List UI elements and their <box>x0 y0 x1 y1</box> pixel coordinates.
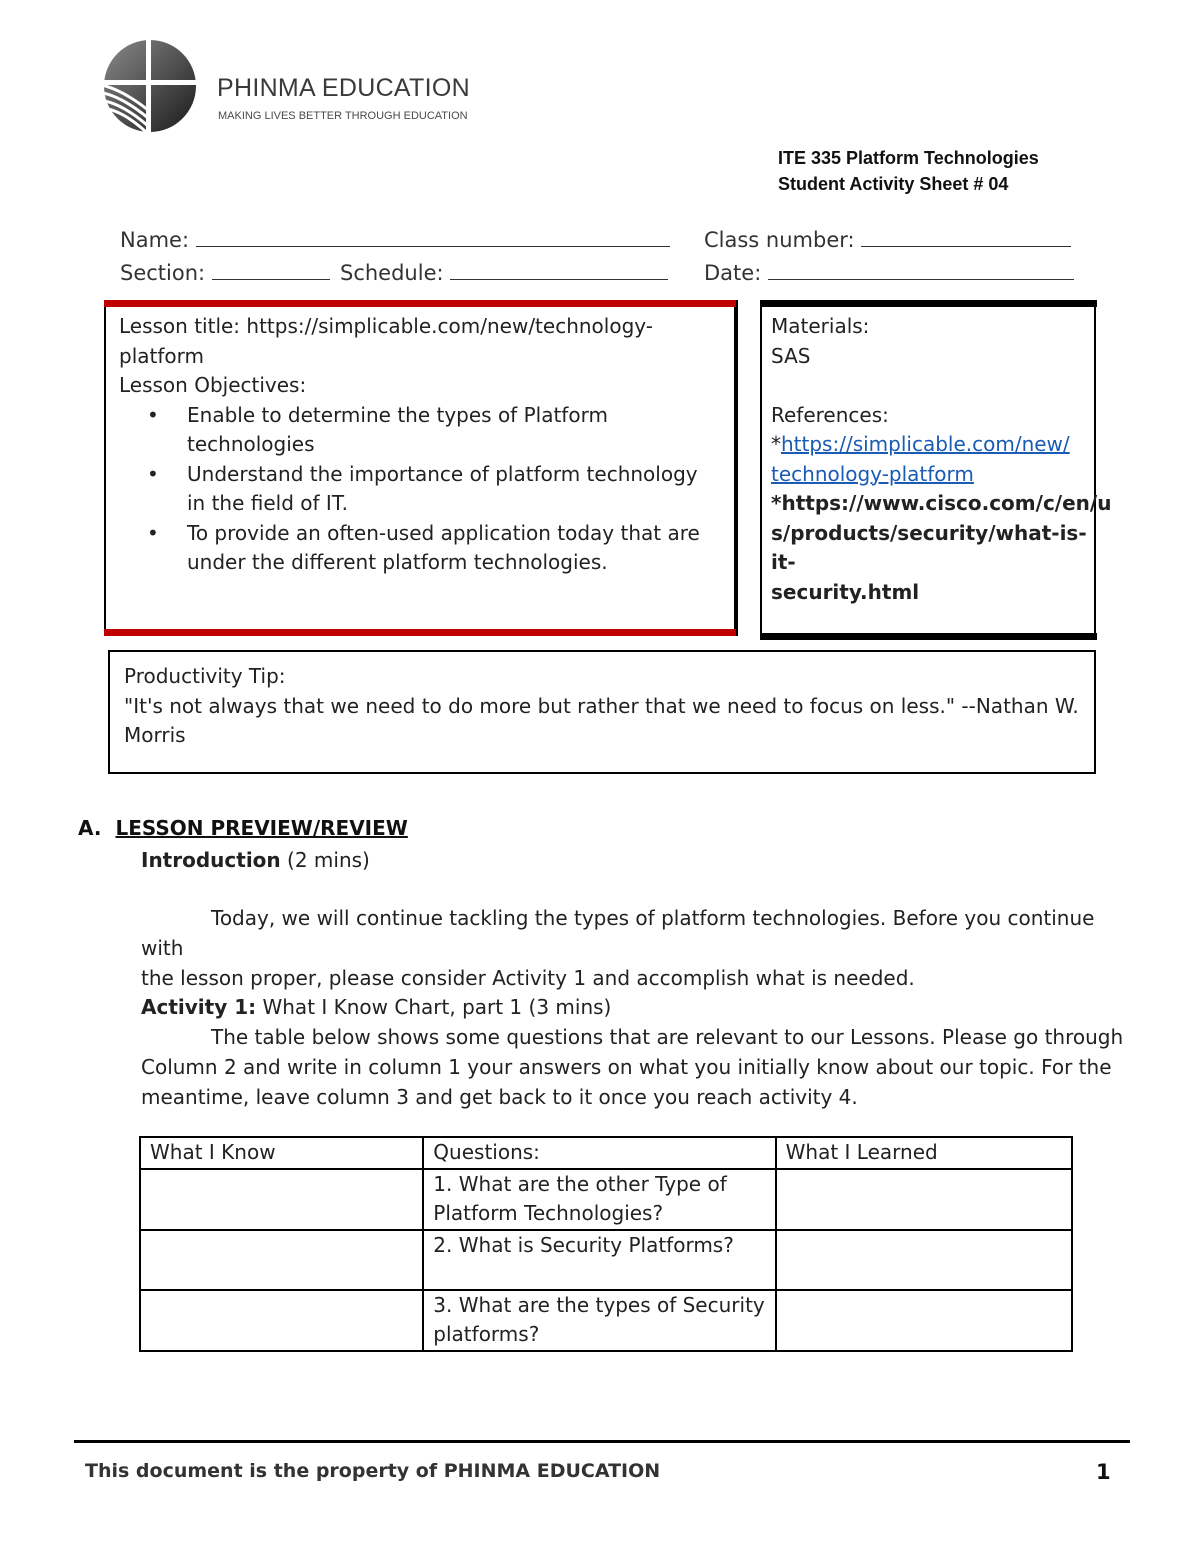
bullet-icon: • <box>147 520 159 545</box>
tip-label: Productivity Tip: <box>124 664 286 688</box>
learned-cell[interactable] <box>776 1230 1072 1290</box>
header-what-i-learned: What I Learned <box>776 1137 1072 1169</box>
question-text: 2. What is Security Platforms? <box>433 1232 734 1257</box>
header-questions: Questions: <box>423 1137 775 1169</box>
footer-divider <box>74 1440 1130 1443</box>
activity-heading <box>141 992 1133 1022</box>
section-line[interactable] <box>212 261 330 280</box>
introduction-paragraph <box>141 903 1133 993</box>
activity-title: What I Know Chart, part 1 (3 mins) <box>256 995 612 1019</box>
course-header <box>778 145 1039 197</box>
references-label: References: <box>771 402 889 427</box>
section-letter: A. <box>78 816 102 840</box>
question-cell <box>423 1169 775 1230</box>
materials-box-bottom-border <box>760 633 1097 640</box>
activity-line: Column 2 and write in column 1 your answers on what you initially know about our topic. For the <box>141 1055 1112 1079</box>
table-header-row <box>140 1137 1072 1169</box>
objective-text: technologies <box>187 432 315 456</box>
activity-1 <box>141 992 1133 1112</box>
introduction-label: Introduction <box>141 848 281 872</box>
objectives-label: Lesson Objectives: <box>119 373 307 397</box>
logo-tagline: MAKING LIVES BETTER THROUGH EDUCATION <box>218 110 468 122</box>
lesson-box <box>104 300 736 636</box>
learned-cell[interactable] <box>776 1169 1072 1230</box>
materials-value: SAS <box>771 343 811 368</box>
question-text: platforms? <box>433 1322 540 1346</box>
reference-2: *https://www.cisco.com/c/en/u <box>771 491 1112 515</box>
activity-line: meantime, leave column 3 and get back to it once you reach activity 4. <box>141 1085 858 1109</box>
objectives-list <box>119 401 724 578</box>
date-label: Date: <box>704 261 762 285</box>
objective-text: Enable to determine the types of Platform <box>187 402 608 427</box>
question-text: 1. What are the other Type of <box>433 1171 727 1196</box>
reference-2-cont: security.html <box>771 579 920 604</box>
answer-cell[interactable] <box>140 1169 423 1230</box>
objective-text: in the field of IT. <box>187 491 349 515</box>
reference-1[interactable] <box>771 430 1089 460</box>
tip-content <box>124 662 1084 751</box>
introduction-time: (2 mins) <box>280 848 370 872</box>
activity-line: The table below shows some questions that are relevant to our Lessons. Please go through <box>211 1025 1124 1049</box>
bullet-icon: • <box>147 402 159 427</box>
class-number-label: Class number: <box>704 228 855 252</box>
objective-text: under the different platform technologies. <box>187 550 608 574</box>
section-label: Section: <box>120 261 206 285</box>
lesson-box-bottom-border <box>104 629 737 636</box>
schedule-label: Schedule: <box>340 261 444 285</box>
class-number-field[interactable] <box>704 228 1071 252</box>
tip-quote: "It's not always that we need to do more but rather that we need to focus on less." --Nathan W. <box>124 693 1079 718</box>
logo-name: PHINMA EDUCATION <box>217 74 470 102</box>
materials-content <box>771 312 1112 607</box>
date-field[interactable] <box>704 261 1074 285</box>
phinma-logo-mark-icon <box>82 40 202 135</box>
section-title: LESSON PREVIEW/REVIEW <box>115 816 408 840</box>
objective-text: To provide an often-used application today that are <box>187 520 700 545</box>
name-line[interactable] <box>196 228 670 247</box>
name-label: Name: <box>120 228 190 252</box>
lesson-title: Lesson title: https://simplicable.com/new/technology- <box>119 314 653 338</box>
answer-cell[interactable] <box>140 1290 423 1351</box>
reference-1-link[interactable]: https://simplicable.com/new/ <box>781 432 1070 456</box>
reference-prefix: * <box>771 432 781 456</box>
question-text: 3. What are the types of Security <box>433 1292 765 1317</box>
lesson-box-top-border <box>104 300 737 307</box>
box-spacer <box>736 300 762 636</box>
lesson-content <box>119 312 724 578</box>
question-cell <box>423 1290 775 1351</box>
introduction-heading <box>141 845 1133 875</box>
lesson-title-cont: platform <box>119 343 204 368</box>
question-text: Platform Technologies? <box>433 1201 664 1225</box>
table-row <box>140 1169 1072 1230</box>
tip-quote-cont: Morris <box>124 723 186 747</box>
materials-box-top-border <box>760 300 1097 307</box>
table-row <box>140 1230 1072 1290</box>
materials-box <box>760 300 1112 640</box>
learned-cell[interactable] <box>776 1290 1072 1351</box>
section-field[interactable] <box>120 261 330 285</box>
list-item <box>119 401 724 460</box>
intro-line: Today, we will continue tackling the types of platform technologies. Before you continue with <box>141 906 1095 960</box>
bullet-icon: • <box>147 461 159 486</box>
name-field[interactable] <box>120 228 670 252</box>
section-a-heading <box>78 816 408 840</box>
question-cell <box>423 1230 775 1290</box>
reference-1-link-cont[interactable]: technology-platform <box>771 461 974 486</box>
what-i-know-table <box>139 1136 1073 1352</box>
class-number-line[interactable] <box>861 228 1071 247</box>
objective-text: Understand the importance of platform technology <box>187 461 698 486</box>
list-item <box>119 519 724 578</box>
schedule-line[interactable] <box>450 261 668 280</box>
table-row <box>140 1290 1072 1351</box>
answer-cell[interactable] <box>140 1230 423 1290</box>
productivity-tip-box <box>108 650 1096 774</box>
course-title: ITE 335 Platform Technologies <box>778 148 1039 168</box>
intro-line: the lesson proper, please consider Activity 1 and accomplish what is needed. <box>141 966 915 990</box>
page-number: 1 <box>1096 1460 1111 1484</box>
footer-text: This document is the property of PHINMA EDUCATION <box>85 1460 661 1482</box>
phinma-logo <box>82 40 492 135</box>
activity-label: Activity 1: <box>141 995 257 1019</box>
materials-label: Materials: <box>771 314 870 338</box>
sheet-title: Student Activity Sheet # 04 <box>778 174 1009 194</box>
schedule-field[interactable] <box>340 261 668 285</box>
list-item <box>119 460 724 519</box>
header-what-i-know: What I Know <box>140 1137 423 1169</box>
reference-2-cont: s/products/security/what-is-it- <box>771 520 1087 574</box>
date-line[interactable] <box>768 261 1074 280</box>
